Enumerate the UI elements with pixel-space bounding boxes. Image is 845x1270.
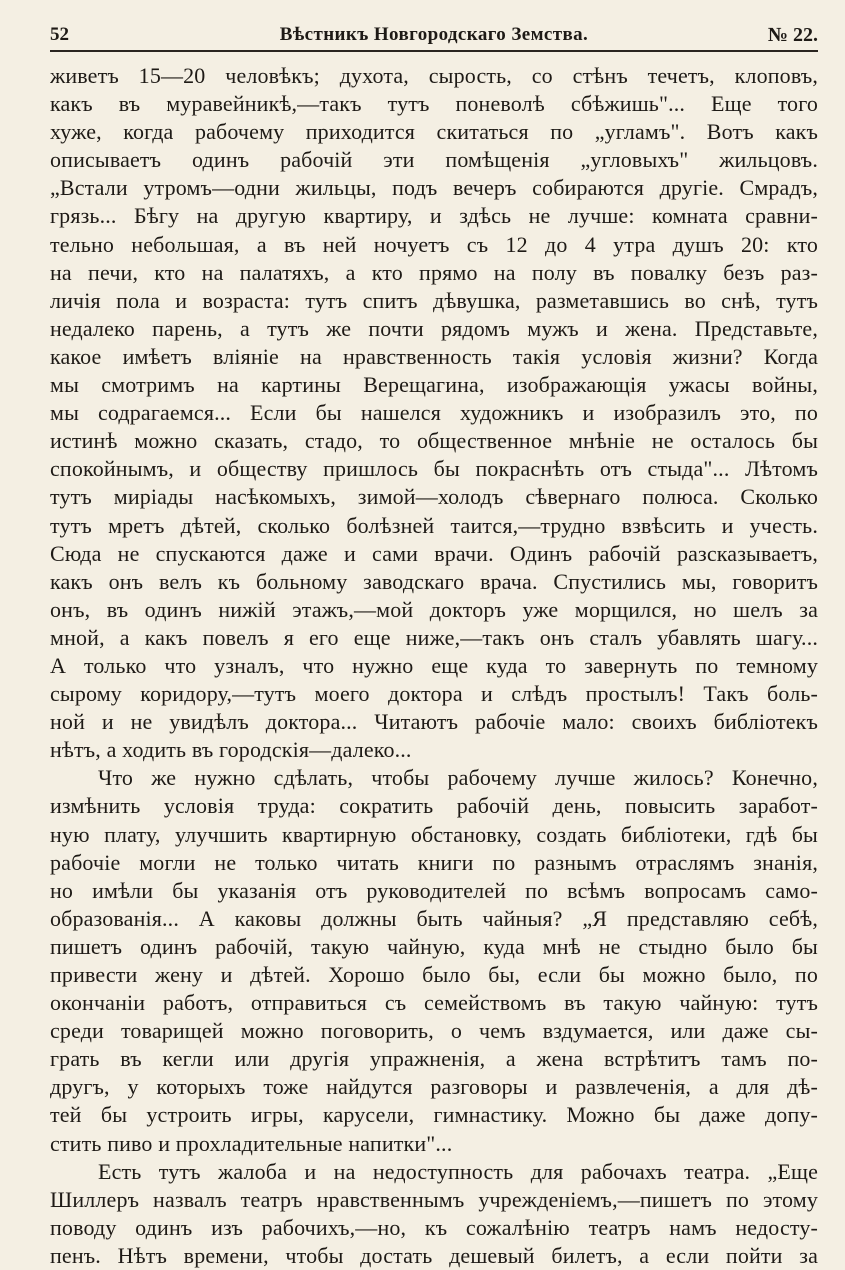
text-line: Есть тутъ жалоба и на недоступность для рабочахъ театра. „Еще: [98, 1158, 818, 1184]
text-line: А только что узналъ, что нужно еще куда то завернуть по темному: [50, 652, 818, 678]
page-number: 52: [50, 24, 69, 45]
text-line: измѣнить условія труда: сократить рабочій день, повысить заработ-: [50, 793, 818, 819]
text-line: Сюда не спускаются даже и сами врачи. Одинъ рабочій разсказываетъ,: [50, 540, 818, 566]
text-line: живетъ 15—20 человѣкъ; духота, сырость, со стѣнъ течетъ, клоповъ,: [50, 63, 818, 88]
text-line: ную плату, улучшить квартирную обстановку, создать библіотеки, гдѣ бы: [50, 821, 818, 847]
text-line: какъ онъ велъ къ больному заводскаго врача. Спустились мы, говоритъ: [50, 568, 818, 594]
body-text: [50, 62, 818, 1270]
issue-number: № 22.: [767, 24, 818, 46]
text-line: мной, а какъ повелъ я его еще ниже,—такъ онъ сталъ убавлять шагу...: [50, 624, 818, 650]
text-line: недалеко парень, а тутъ же почти рядомъ мужъ и жена. Представьте,: [50, 315, 818, 341]
header-rule: [50, 50, 818, 52]
text-line: привести жену и дѣтей. Хорошо было бы, если бы можно было, по: [50, 962, 818, 987]
text-line: грязь... Бѣгу на другую квартиру, и здѣсь не лучше: комната сравни-: [50, 203, 818, 229]
text-line: грать въ кегли или другія упражненія, а жена встрѣтитъ тамъ по-: [50, 1046, 818, 1072]
text-line: пенъ. Нѣтъ времени, чтобы достать дешевый билетъ, а если пойти за: [50, 1242, 818, 1268]
text-line: сырому коридору,—тутъ моего доктора и слѣдъ простылъ! Такъ боль-: [50, 681, 818, 707]
text-line: Что же нужно сдѣлать, чтобы рабочему лучше жилось? Конечно,: [98, 765, 818, 791]
text-line: пишетъ одинъ рабочій, такую чайную, куда мнѣ не стыдно было бы: [50, 933, 818, 959]
text-line: истинѣ можно сказать, стадо, то общественное мнѣніе не осталось бы: [50, 428, 818, 454]
text-line: ной и не увидѣлъ доктора... Читаютъ рабочіе мало: своихъ библіотекъ: [50, 709, 818, 735]
text-line: тельно небольшая, а въ ней ночуетъ съ 12 до 4 утра душъ 20: кто: [50, 231, 818, 257]
journal-title: Вѣстникъ Новгородскаго Земства.: [279, 24, 589, 45]
text-line: на печи, кто на палатяхъ, а кто прямо на полу въ повалку безъ раз-: [50, 259, 818, 285]
text-line: рабочіе могли не только читать книги по разнымъ отраслямъ знанія,: [50, 849, 818, 875]
text-line: мы содрагаемся... Если бы нашелся художникъ и изобразилъ это, по: [50, 400, 818, 426]
text-line: спокойнымъ, и обществу пришлось бы покраснѣть отъ стыда"... Лѣтомъ: [50, 456, 818, 482]
text-line: „Встали утромъ—одни жильцы, подъ вечеръ собираются другіе. Смрадъ,: [50, 175, 818, 201]
text-line: хуже, когда рабочему приходится скитаться по „угламъ". Вотъ какъ: [50, 119, 818, 145]
text-line: но имѣли бы указанія отъ руководителей по всѣмъ вопросамъ само-: [50, 877, 818, 903]
text-line: тутъ миріады насѣкомыхъ, зимой—холодъ сѣвернаго полюса. Сколько: [50, 484, 818, 510]
text-line: тей бы устроить игры, карусели, гимнастику. Можно бы даже допу-: [50, 1102, 818, 1128]
text-line: окончаніи работъ, отправиться съ семействомъ въ такую чайную: тутъ: [50, 990, 818, 1016]
text-line: образованія... А каковы должны быть чайныя? „Я представляю себѣ,: [50, 905, 818, 931]
text-line: Шиллеръ назвалъ театръ нравственнымъ учрежденіемъ,—пишетъ по этому: [50, 1186, 818, 1212]
page-header: [50, 20, 818, 50]
text-line: какое имѣетъ вліяніе на нравственность такія условія жизни? Когда: [50, 343, 818, 369]
text-line: личія пола и возраста: тутъ спитъ дѣвушка, разметавшись во снѣ, тутъ: [50, 287, 818, 313]
text-line: онъ, въ одинъ нижій этажъ,—мой докторъ уже морщился, но шелъ за: [50, 596, 818, 622]
text-line: описываетъ одинъ рабочій эти помѣщенія „угловыхъ" жильцовъ.: [50, 147, 818, 173]
text-line: стить пиво и прохладительные напитки"...: [50, 1130, 453, 1156]
text-line: другъ, у которыхъ тоже найдутся разговоры и развлеченія, а для дѣ-: [50, 1074, 818, 1100]
text-line: мы смотримъ на картины Верещагина, изображающія ужасы войны,: [50, 372, 818, 398]
text-line: среди товарищей можно поговорить, о чемъ вздумается, или даже сы-: [50, 1018, 818, 1044]
text-line: поводу одинъ изъ рабочихъ,—но, къ сожалѣнію театръ намъ недосту-: [50, 1214, 818, 1240]
text-line: тутъ мретъ дѣтей, сколько болѣзней таится,—трудно взвѣсить и учесть.: [50, 512, 818, 538]
text-line: какъ въ муравейникѣ,—такъ тутъ поневолѣ сбѣжишь"... Еще того: [50, 91, 818, 117]
text-line: нѣтъ, а ходить въ городскія—далеко...: [50, 737, 412, 763]
